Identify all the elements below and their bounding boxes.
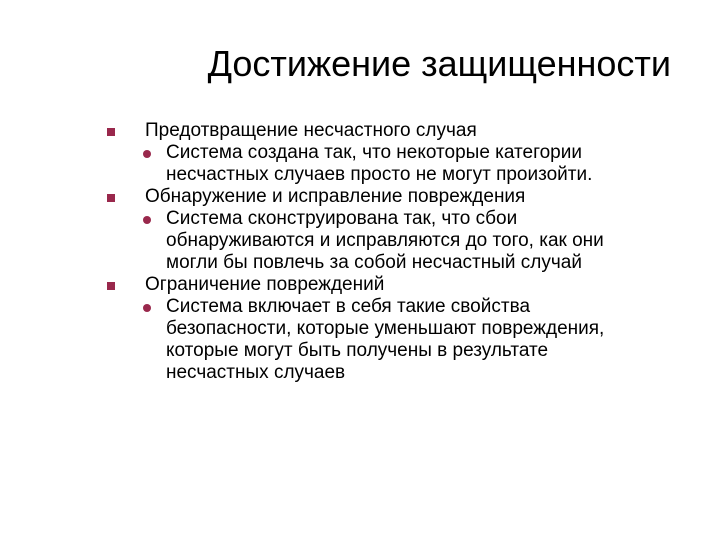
list-item bbox=[0, 186, 717, 274]
square-bullet-icon bbox=[107, 282, 115, 290]
bullet-level-2 bbox=[0, 296, 636, 384]
bullet-text: Ограничение повреждений bbox=[145, 274, 385, 295]
bullet-list bbox=[0, 120, 717, 384]
sub-bullet-text: Система сконструирована так, что сбои обнаруживаются и исправляются до того, как они могли бы повлечь за собой несчастный случай bbox=[166, 208, 604, 273]
list-item bbox=[0, 274, 717, 384]
square-bullet-icon bbox=[107, 194, 115, 202]
bullet-text: Обнаружение и исправление повреждения bbox=[145, 186, 526, 207]
round-bullet-icon bbox=[143, 150, 151, 158]
round-bullet-icon bbox=[143, 304, 151, 312]
bullet-level-1 bbox=[0, 274, 717, 296]
bullet-text: Предотвращение несчастного случая bbox=[145, 120, 477, 141]
sub-bullet-text: Система создана так, что некоторые категории несчастных случаев просто не могут произойти. bbox=[166, 142, 593, 185]
bullet-level-2 bbox=[0, 142, 636, 186]
list-item bbox=[0, 120, 717, 186]
round-bullet-icon bbox=[143, 216, 151, 224]
slide-title: Достижение защищенности bbox=[207, 43, 671, 84]
sub-bullet-text: Система включает в себя такие свойства безопасности, которые уменьшают повреждения, которые могут быть получены в результате несчастных случаев bbox=[166, 296, 605, 383]
square-bullet-icon bbox=[107, 128, 115, 136]
bullet-level-1 bbox=[0, 120, 717, 142]
bullet-level-2 bbox=[0, 208, 636, 274]
bullet-level-1 bbox=[0, 186, 717, 208]
